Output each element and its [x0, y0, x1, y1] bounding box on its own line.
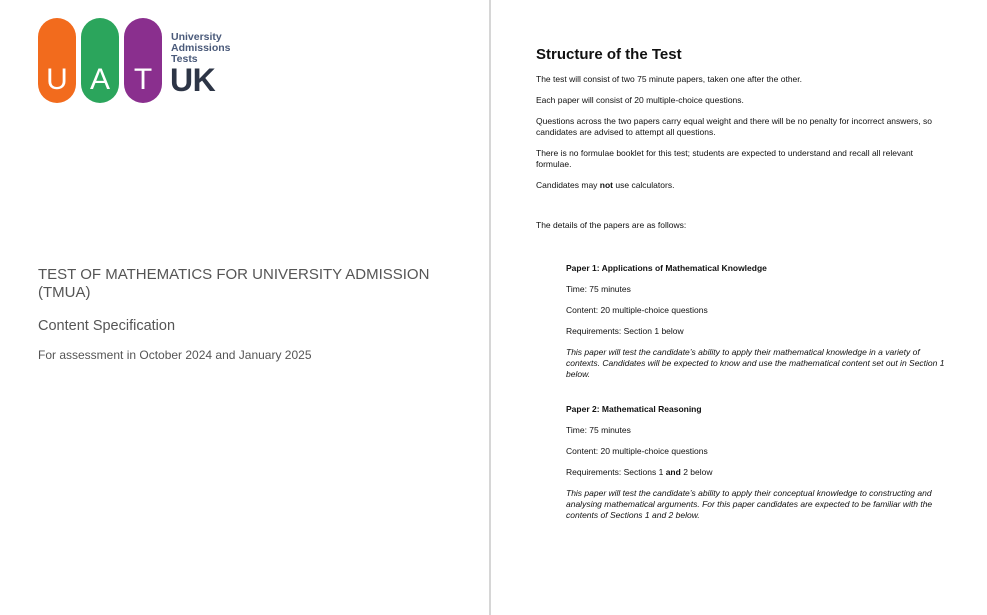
logo-uk-text: UK — [170, 62, 216, 98]
logo-letter-u: U — [46, 63, 68, 96]
paper-1-content: Content: 20 multiple-choice questions — [566, 305, 708, 315]
paper-2-content: Content: 20 multiple-choice questions — [566, 446, 708, 456]
logo-letter-a: A — [89, 63, 110, 96]
paper-1-block — [566, 263, 946, 380]
paragraph-details: The details of the papers are as follows: — [536, 220, 687, 230]
page-cover — [0, 0, 489, 615]
calc-text-pre: Candidates may — [536, 180, 600, 190]
paragraph-calculators — [536, 180, 936, 191]
paper-2-title: Paper 2: Mathematical Reasoning — [566, 404, 702, 414]
paper-2-description: This paper will test the candidate’s ability to apply their conceptual knowledge to constructing and analysing mathematical arguments. For this paper candidates are expected to be familiar with the contents of Sections 1 and 2 below. — [566, 488, 933, 520]
paper-1-description: This paper will test the candidate’s ability to apply their mathematical knowledge in a variety of contexts. Candidates will be expected to know and use the mathematical content set out in Section 1 below. — [566, 347, 945, 379]
section-heading: Structure of the Test — [536, 46, 682, 63]
logo-pill-t — [124, 18, 162, 103]
calc-text-post: use calculators. — [613, 180, 675, 190]
paragraph-papers: The test will consist of two 75 minute papers, taken one after the other. — [536, 74, 803, 84]
req-text-post: 2 below — [680, 467, 713, 477]
assessment-period: For assessment in October 2024 and January 2025 — [38, 348, 312, 362]
page-structure — [491, 0, 987, 615]
logo-pill-u — [38, 18, 76, 103]
logo-line-university: University — [171, 31, 222, 43]
req-text-pre: Requirements: Sections 1 — [566, 467, 666, 477]
logo-line-tests: Tests — [171, 53, 198, 65]
logo-letter-t: T — [133, 63, 153, 96]
paper-2-requirements — [566, 467, 946, 478]
paper-1-requirements: Requirements: Section 1 below — [566, 326, 684, 336]
calc-text-not: not — [599, 180, 614, 190]
paper-2-time: Time: 75 minutes — [566, 425, 631, 435]
uat-uk-logo — [38, 18, 238, 104]
structure-content — [536, 46, 945, 531]
paper-1-title: Paper 1: Applications of Mathematical Knowledge — [566, 263, 767, 273]
document-title: TEST OF MATHEMATICS FOR UNIVERSITY ADMISSION (TMUA) — [38, 266, 430, 301]
logo-pill-a — [81, 18, 119, 103]
paper-1-time: Time: 75 minutes — [566, 284, 631, 294]
paragraph-questions: Each paper will consist of 20 multiple-choice questions. — [536, 95, 744, 105]
req-text-and: and — [665, 467, 681, 477]
paragraph-weight: Questions across the two papers carry equal weight and there will be no penalty for incorrect answers, so candidates are advised to attempt all questions. — [536, 116, 932, 137]
logo-wordmark — [171, 32, 231, 65]
logo-line-admissions: Admissions — [171, 42, 231, 54]
paper-2-block — [566, 404, 946, 521]
document-subtitle: Content Specification — [38, 318, 176, 334]
paragraph-formulae: There is no formulae booklet for this test; students are expected to understand and recall all relevant formulae. — [536, 148, 914, 169]
